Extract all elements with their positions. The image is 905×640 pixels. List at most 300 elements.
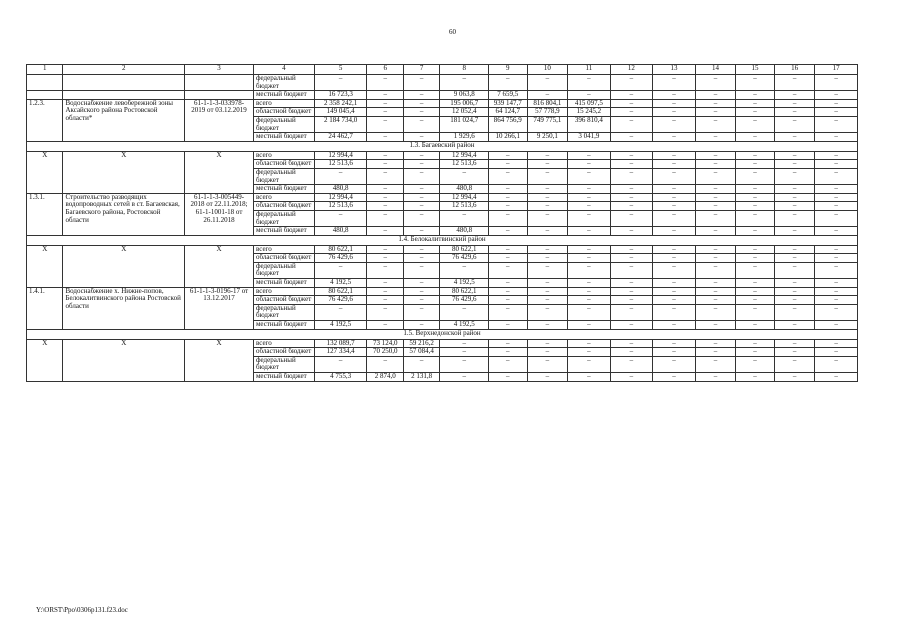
- object-name: Строительство разводящих водопроводных сетей в ст. Багаевская, Багаевского района, Ростовской области: [63, 193, 185, 235]
- amount-cell: –: [815, 304, 858, 320]
- amount-cell: –: [610, 75, 653, 91]
- table-row: [27, 245, 858, 254]
- amount-cell: –: [736, 202, 775, 211]
- amount-cell: –: [610, 151, 653, 160]
- amount-cell: –: [489, 254, 528, 263]
- amount-cell: –: [736, 91, 775, 100]
- amount-cell: –: [610, 91, 653, 100]
- amount-cell: –: [489, 245, 528, 254]
- amount-cell: 396 810,4: [568, 116, 611, 132]
- amount-cell: –: [568, 168, 611, 184]
- table-row: [27, 99, 858, 108]
- amount-cell: –: [489, 356, 528, 372]
- amount-cell: 4 192,5: [314, 279, 367, 288]
- amount-cell: –: [695, 185, 736, 194]
- page-number: 60: [449, 28, 456, 36]
- amount-cell: –: [695, 99, 736, 108]
- amount-cell: –: [610, 160, 653, 169]
- amount-cell: –: [610, 373, 653, 382]
- funding-source: федеральный бюджет: [253, 304, 314, 320]
- object-name: Х: [63, 151, 185, 193]
- amount-cell: –: [367, 202, 403, 211]
- amount-cell: 12 994,4: [440, 193, 489, 202]
- table-row: [27, 339, 858, 348]
- amount-cell: 749 775,1: [527, 116, 568, 132]
- amount-cell: –: [527, 287, 568, 296]
- amount-cell: –: [489, 151, 528, 160]
- amount-cell: 70 250,0: [367, 348, 403, 357]
- amount-cell: –: [527, 262, 568, 278]
- amount-cell: –: [653, 254, 696, 263]
- amount-cell: –: [367, 356, 403, 372]
- amount-cell: 181 024,7: [440, 116, 489, 132]
- amount-cell: –: [815, 210, 858, 226]
- amount-cell: –: [403, 116, 439, 132]
- amount-cell: –: [314, 168, 367, 184]
- funding-source: областной бюджет: [253, 296, 314, 305]
- amount-cell: –: [815, 348, 858, 357]
- amount-cell: –: [695, 262, 736, 278]
- amount-cell: –: [695, 133, 736, 142]
- amount-cell: –: [815, 160, 858, 169]
- amount-cell: –: [610, 287, 653, 296]
- column-header: 16: [774, 65, 815, 75]
- amount-cell: –: [653, 321, 696, 330]
- amount-cell: –: [653, 227, 696, 236]
- amount-cell: –: [815, 168, 858, 184]
- amount-cell: –: [695, 160, 736, 169]
- amount-cell: –: [367, 262, 403, 278]
- amount-cell: –: [695, 287, 736, 296]
- section-heading-row: [27, 329, 858, 339]
- amount-cell: –: [610, 202, 653, 211]
- amount-cell: –: [610, 116, 653, 132]
- section-heading: 1.5. Верхнедонской район: [27, 329, 858, 339]
- object-name: Х: [63, 339, 185, 381]
- amount-cell: –: [568, 210, 611, 226]
- amount-cell: –: [774, 373, 815, 382]
- amount-cell: 12 052,4: [440, 108, 489, 117]
- funding-source: областной бюджет: [253, 160, 314, 169]
- item-number: 1.4.1.: [27, 287, 63, 329]
- amount-cell: 80 622,1: [440, 245, 489, 254]
- amount-cell: –: [736, 356, 775, 372]
- amount-cell: 10 266,1: [489, 133, 528, 142]
- amount-cell: 15 245,2: [568, 108, 611, 117]
- amount-cell: –: [568, 151, 611, 160]
- amount-cell: –: [489, 321, 528, 330]
- amount-cell: –: [695, 116, 736, 132]
- amount-cell: –: [815, 245, 858, 254]
- amount-cell: –: [653, 339, 696, 348]
- amount-cell: –: [736, 116, 775, 132]
- amount-cell: –: [489, 287, 528, 296]
- amount-cell: –: [568, 202, 611, 211]
- amount-cell: –: [610, 348, 653, 357]
- amount-cell: –: [736, 193, 775, 202]
- project-doc-ref: [185, 75, 254, 91]
- amount-cell: –: [489, 210, 528, 226]
- amount-cell: –: [695, 339, 736, 348]
- amount-cell: 12 513,6: [440, 160, 489, 169]
- amount-cell: –: [653, 151, 696, 160]
- amount-cell: –: [568, 279, 611, 288]
- amount-cell: –: [403, 254, 439, 263]
- amount-cell: –: [367, 227, 403, 236]
- amount-cell: 9 063,8: [440, 91, 489, 100]
- amount-cell: –: [653, 99, 696, 108]
- amount-cell: –: [403, 108, 439, 117]
- amount-cell: –: [367, 151, 403, 160]
- amount-cell: –: [568, 321, 611, 330]
- amount-cell: –: [527, 279, 568, 288]
- amount-cell: –: [736, 304, 775, 320]
- column-header: 11: [568, 65, 611, 75]
- amount-cell: –: [367, 193, 403, 202]
- amount-cell: –: [489, 348, 528, 357]
- funding-source: всего: [253, 151, 314, 160]
- table-row: [27, 193, 858, 202]
- amount-cell: –: [610, 245, 653, 254]
- column-header: 14: [695, 65, 736, 75]
- amount-cell: –: [774, 321, 815, 330]
- amount-cell: –: [774, 339, 815, 348]
- amount-cell: –: [774, 116, 815, 132]
- amount-cell: –: [367, 91, 403, 100]
- funding-source: местный бюджет: [253, 227, 314, 236]
- amount-cell: –: [440, 348, 489, 357]
- amount-cell: –: [314, 304, 367, 320]
- amount-cell: –: [736, 151, 775, 160]
- item-number: 1.2.3.: [27, 99, 63, 141]
- amount-cell: –: [403, 287, 439, 296]
- amount-cell: 80 622,1: [314, 245, 367, 254]
- funding-source: местный бюджет: [253, 279, 314, 288]
- amount-cell: –: [736, 287, 775, 296]
- amount-cell: –: [695, 108, 736, 117]
- amount-cell: –: [695, 254, 736, 263]
- amount-cell: 7 659,5: [489, 91, 528, 100]
- funding-source: областной бюджет: [253, 254, 314, 263]
- amount-cell: –: [568, 356, 611, 372]
- amount-cell: –: [489, 304, 528, 320]
- amount-cell: –: [815, 321, 858, 330]
- amount-cell: 12 994,4: [440, 151, 489, 160]
- amount-cell: –: [815, 99, 858, 108]
- amount-cell: –: [527, 348, 568, 357]
- amount-cell: –: [403, 193, 439, 202]
- amount-cell: –: [568, 227, 611, 236]
- amount-cell: –: [695, 296, 736, 305]
- amount-cell: –: [403, 133, 439, 142]
- amount-cell: –: [695, 75, 736, 91]
- amount-cell: –: [527, 202, 568, 211]
- amount-cell: –: [489, 227, 528, 236]
- amount-cell: –: [774, 296, 815, 305]
- amount-cell: 76 429,6: [440, 254, 489, 263]
- funding-source: местный бюджет: [253, 133, 314, 142]
- amount-cell: –: [774, 151, 815, 160]
- amount-cell: –: [403, 304, 439, 320]
- amount-cell: –: [568, 245, 611, 254]
- amount-cell: –: [653, 373, 696, 382]
- amount-cell: –: [815, 151, 858, 160]
- item-number: 1.3.1.: [27, 193, 63, 235]
- amount-cell: –: [403, 296, 439, 305]
- amount-cell: –: [527, 185, 568, 194]
- amount-cell: –: [527, 304, 568, 320]
- amount-cell: 864 756,9: [489, 116, 528, 132]
- column-header: 12: [610, 65, 653, 75]
- amount-cell: –: [568, 262, 611, 278]
- amount-cell: –: [314, 356, 367, 372]
- amount-cell: 415 097,5: [568, 99, 611, 108]
- amount-cell: –: [815, 296, 858, 305]
- amount-cell: –: [489, 373, 528, 382]
- amount-cell: 16 723,3: [314, 91, 367, 100]
- amount-cell: –: [774, 210, 815, 226]
- amount-cell: –: [736, 296, 775, 305]
- funding-source: всего: [253, 287, 314, 296]
- amount-cell: –: [403, 245, 439, 254]
- amount-cell: –: [736, 168, 775, 184]
- amount-cell: –: [695, 348, 736, 357]
- amount-cell: –: [736, 108, 775, 117]
- amount-cell: –: [610, 99, 653, 108]
- amount-cell: –: [653, 279, 696, 288]
- amount-cell: –: [440, 210, 489, 226]
- amount-cell: –: [403, 91, 439, 100]
- amount-cell: –: [695, 227, 736, 236]
- funding-source: федеральный бюджет: [253, 116, 314, 132]
- amount-cell: 480,8: [314, 185, 367, 194]
- amount-cell: –: [610, 193, 653, 202]
- funding-source: местный бюджет: [253, 185, 314, 194]
- amount-cell: –: [653, 168, 696, 184]
- amount-cell: 12 513,6: [440, 202, 489, 211]
- amount-cell: 12 513,6: [314, 160, 367, 169]
- amount-cell: –: [403, 262, 439, 278]
- project-doc-ref: [185, 91, 254, 100]
- amount-cell: –: [815, 373, 858, 382]
- amount-cell: 939 147,7: [489, 99, 528, 108]
- amount-cell: –: [527, 321, 568, 330]
- amount-cell: –: [610, 227, 653, 236]
- amount-cell: –: [403, 168, 439, 184]
- amount-cell: –: [403, 279, 439, 288]
- amount-cell: –: [736, 227, 775, 236]
- amount-cell: –: [440, 304, 489, 320]
- amount-cell: –: [695, 321, 736, 330]
- amount-cell: –: [774, 99, 815, 108]
- amount-cell: –: [736, 99, 775, 108]
- amount-cell: –: [815, 202, 858, 211]
- funding-source: местный бюджет: [253, 321, 314, 330]
- amount-cell: 57 778,9: [527, 108, 568, 117]
- table-row: [27, 75, 858, 91]
- amount-cell: –: [815, 116, 858, 132]
- amount-cell: 59 216,2: [403, 339, 439, 348]
- funding-source: федеральный бюджет: [253, 262, 314, 278]
- amount-cell: –: [736, 348, 775, 357]
- amount-cell: –: [568, 339, 611, 348]
- amount-cell: –: [440, 262, 489, 278]
- amount-cell: 4 192,5: [314, 321, 367, 330]
- amount-cell: –: [610, 185, 653, 194]
- funding-source: областной бюджет: [253, 348, 314, 357]
- amount-cell: –: [568, 348, 611, 357]
- amount-cell: –: [367, 210, 403, 226]
- amount-cell: –: [568, 373, 611, 382]
- amount-cell: –: [403, 202, 439, 211]
- item-number: Х: [27, 245, 63, 287]
- amount-cell: –: [367, 321, 403, 330]
- amount-cell: –: [774, 193, 815, 202]
- amount-cell: 76 429,6: [440, 296, 489, 305]
- item-number: Х: [27, 151, 63, 193]
- amount-cell: –: [489, 168, 528, 184]
- amount-cell: –: [653, 348, 696, 357]
- amount-cell: –: [695, 210, 736, 226]
- amount-cell: 76 429,6: [314, 254, 367, 263]
- amount-cell: 64 124,7: [489, 108, 528, 117]
- amount-cell: –: [489, 296, 528, 305]
- project-doc-ref: 61-1-1-3-005449-2018 от 22.11.2018; 61-1-1001-18 от 26.11.2018: [185, 193, 254, 235]
- amount-cell: –: [736, 321, 775, 330]
- amount-cell: –: [774, 254, 815, 263]
- amount-cell: –: [489, 75, 528, 91]
- funding-source: федеральный бюджет: [253, 356, 314, 372]
- amount-cell: –: [774, 245, 815, 254]
- amount-cell: –: [367, 279, 403, 288]
- amount-cell: –: [610, 356, 653, 372]
- object-name: Х: [63, 245, 185, 287]
- column-header: 7: [403, 65, 439, 75]
- amount-cell: –: [527, 160, 568, 169]
- amount-cell: –: [403, 321, 439, 330]
- amount-cell: 127 334,4: [314, 348, 367, 357]
- amount-cell: 2 358 242,1: [314, 99, 367, 108]
- object-name: [63, 91, 185, 100]
- column-header: 10: [527, 65, 568, 75]
- amount-cell: –: [695, 304, 736, 320]
- project-doc-ref: Х: [185, 339, 254, 381]
- funding-source: областной бюджет: [253, 202, 314, 211]
- amount-cell: –: [736, 160, 775, 169]
- amount-cell: –: [527, 227, 568, 236]
- amount-cell: –: [568, 193, 611, 202]
- footer-file-path: Y:\ORST\Ppo\0306p131.f23.doc: [36, 606, 128, 614]
- amount-cell: –: [568, 287, 611, 296]
- amount-cell: 73 124,0: [367, 339, 403, 348]
- amount-cell: 24 462,7: [314, 133, 367, 142]
- amount-cell: –: [695, 245, 736, 254]
- amount-cell: –: [774, 348, 815, 357]
- amount-cell: –: [527, 151, 568, 160]
- amount-cell: –: [440, 356, 489, 372]
- funding-source: областной бюджет: [253, 108, 314, 117]
- amount-cell: –: [314, 262, 367, 278]
- amount-cell: –: [403, 75, 439, 91]
- funding-source: всего: [253, 245, 314, 254]
- item-number: Х: [27, 339, 63, 381]
- amount-cell: –: [489, 339, 528, 348]
- column-header: 3: [185, 65, 254, 75]
- amount-cell: –: [403, 99, 439, 108]
- amount-cell: –: [736, 75, 775, 91]
- amount-cell: –: [653, 304, 696, 320]
- amount-cell: –: [653, 210, 696, 226]
- project-doc-ref: Х: [185, 151, 254, 193]
- amount-cell: 76 429,6: [314, 296, 367, 305]
- amount-cell: –: [440, 168, 489, 184]
- column-header: 4: [253, 65, 314, 75]
- table-row: [27, 151, 858, 160]
- amount-cell: 195 006,7: [440, 99, 489, 108]
- amount-cell: –: [653, 296, 696, 305]
- amount-cell: –: [695, 168, 736, 184]
- column-header: 5: [314, 65, 367, 75]
- amount-cell: –: [774, 227, 815, 236]
- amount-cell: –: [403, 151, 439, 160]
- amount-cell: –: [403, 356, 439, 372]
- amount-cell: –: [653, 185, 696, 194]
- amount-cell: –: [774, 75, 815, 91]
- amount-cell: 480,8: [440, 227, 489, 236]
- amount-cell: –: [610, 339, 653, 348]
- amount-cell: –: [774, 287, 815, 296]
- amount-cell: 4 192,5: [440, 279, 489, 288]
- funding-source: федеральный бюджет: [253, 168, 314, 184]
- amount-cell: –: [403, 160, 439, 169]
- amount-cell: 12 994,4: [314, 193, 367, 202]
- table-body: [27, 65, 858, 382]
- amount-cell: –: [815, 262, 858, 278]
- amount-cell: –: [367, 160, 403, 169]
- column-header: 2: [63, 65, 185, 75]
- funding-source: всего: [253, 99, 314, 108]
- amount-cell: 57 084,4: [403, 348, 439, 357]
- amount-cell: –: [774, 202, 815, 211]
- amount-cell: –: [815, 185, 858, 194]
- funding-source: местный бюджет: [253, 373, 314, 382]
- amount-cell: –: [403, 227, 439, 236]
- amount-cell: –: [653, 91, 696, 100]
- amount-cell: –: [527, 91, 568, 100]
- amount-cell: 149 045,4: [314, 108, 367, 117]
- amount-cell: –: [527, 339, 568, 348]
- amount-cell: –: [568, 296, 611, 305]
- amount-cell: –: [367, 304, 403, 320]
- column-header: 9: [489, 65, 528, 75]
- amount-cell: –: [489, 262, 528, 278]
- section-heading-row: [27, 141, 858, 151]
- amount-cell: –: [610, 168, 653, 184]
- amount-cell: 480,8: [440, 185, 489, 194]
- table-row: [27, 287, 858, 296]
- amount-cell: –: [367, 99, 403, 108]
- amount-cell: –: [367, 168, 403, 184]
- amount-cell: –: [653, 356, 696, 372]
- amount-cell: 4 192,5: [440, 321, 489, 330]
- amount-cell: 2 184 734,0: [314, 116, 367, 132]
- amount-cell: 12 994,4: [314, 151, 367, 160]
- amount-cell: 816 804,1: [527, 99, 568, 108]
- amount-cell: –: [314, 75, 367, 91]
- amount-cell: –: [815, 339, 858, 348]
- amount-cell: 132 089,7: [314, 339, 367, 348]
- amount-cell: –: [653, 202, 696, 211]
